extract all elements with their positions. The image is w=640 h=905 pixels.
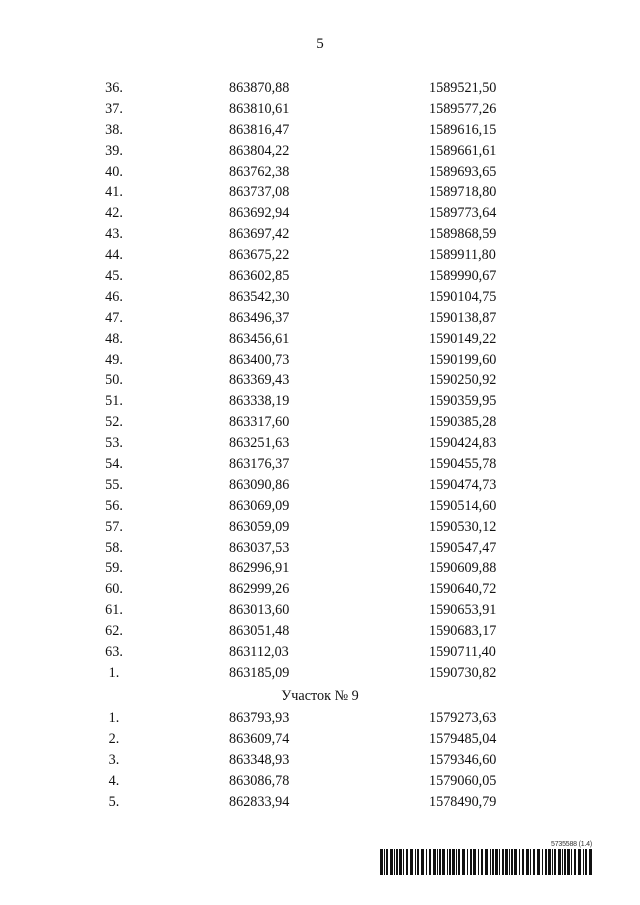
table-row xyxy=(0,642,640,663)
coordinate-y: 1590547,47 xyxy=(429,539,497,556)
table-row xyxy=(0,391,640,412)
coordinate-y: 1579060,05 xyxy=(429,772,497,789)
coordinate-x: 863013,60 xyxy=(229,602,290,619)
coordinate-x: 863542,30 xyxy=(229,288,290,305)
coordinate-x: 863069,09 xyxy=(229,497,290,514)
coordinate-x: 863602,85 xyxy=(229,268,290,285)
table-row xyxy=(0,266,640,287)
point-number: 43. xyxy=(105,226,123,243)
point-number: 37. xyxy=(105,100,123,117)
table-row xyxy=(0,370,640,391)
coordinate-y: 1579485,04 xyxy=(429,730,497,747)
coordinate-x: 862999,26 xyxy=(229,581,290,598)
coordinate-y: 1589577,26 xyxy=(429,100,497,117)
table-row xyxy=(0,750,640,771)
coordinate-x: 863086,78 xyxy=(229,772,290,789)
table-row xyxy=(0,78,640,99)
point-number: 63. xyxy=(105,644,123,661)
coordinate-y: 1590138,87 xyxy=(429,309,497,326)
point-number: 1. xyxy=(108,710,120,726)
coordinate-x: 863692,94 xyxy=(229,205,290,222)
coordinate-y: 1590149,22 xyxy=(429,330,497,347)
point-number: 56. xyxy=(105,497,123,514)
point-number: 58. xyxy=(105,539,123,556)
coordinate-y: 1590455,78 xyxy=(429,456,497,473)
table-row xyxy=(0,433,640,454)
table-row xyxy=(0,496,640,517)
document-stamp xyxy=(380,840,592,875)
coordinate-y: 1579346,60 xyxy=(429,751,497,768)
coordinate-y: 1590609,88 xyxy=(429,560,497,577)
coordinate-y: 1589693,65 xyxy=(429,163,497,180)
coordinate-x: 863185,09 xyxy=(229,664,290,681)
point-number: 45. xyxy=(105,268,123,285)
coordinate-y: 1590653,91 xyxy=(429,602,497,619)
coordinate-x: 863810,61 xyxy=(229,100,290,117)
table-row xyxy=(0,350,640,371)
point-number: 44. xyxy=(105,247,123,264)
table-row xyxy=(0,708,640,729)
point-number: 41. xyxy=(105,184,123,201)
coordinate-x: 863176,37 xyxy=(229,456,290,473)
point-number: 38. xyxy=(105,121,123,138)
table-row xyxy=(0,141,640,162)
table-row xyxy=(0,600,640,621)
table-row xyxy=(0,792,640,813)
coordinate-x: 863348,93 xyxy=(229,751,290,768)
coordinates-table xyxy=(0,78,640,684)
coordinate-x: 862833,94 xyxy=(229,793,290,810)
coordinate-y: 1590530,12 xyxy=(429,518,497,535)
coordinate-x: 863870,88 xyxy=(229,80,290,96)
point-number: 61. xyxy=(105,602,123,619)
coordinate-x: 863609,74 xyxy=(229,730,290,747)
barcode-icon xyxy=(380,849,592,875)
coordinate-x: 863737,08 xyxy=(229,184,290,201)
coordinate-x: 863338,19 xyxy=(229,393,290,410)
point-number: 52. xyxy=(105,414,123,431)
coordinate-x: 863400,73 xyxy=(229,351,290,368)
table-row xyxy=(0,475,640,496)
coordinate-y: 1589773,64 xyxy=(429,205,497,222)
table-row xyxy=(0,729,640,750)
table-row xyxy=(0,329,640,350)
point-number: 48. xyxy=(105,330,123,347)
table-row xyxy=(0,538,640,559)
table-row xyxy=(0,621,640,642)
coordinate-x: 862996,91 xyxy=(229,560,290,577)
coordinate-x: 863697,42 xyxy=(229,226,290,243)
coordinate-y: 1590250,92 xyxy=(429,372,497,389)
table-row xyxy=(0,579,640,600)
coordinate-y: 1590474,73 xyxy=(429,476,497,493)
point-number: 5. xyxy=(108,793,120,810)
table-row xyxy=(0,663,640,684)
table-row xyxy=(0,182,640,203)
point-number: 53. xyxy=(105,435,123,452)
coordinate-y: 1590514,60 xyxy=(429,497,497,514)
point-number: 40. xyxy=(105,163,123,180)
point-number: 47. xyxy=(105,309,123,326)
coordinate-x: 863369,43 xyxy=(229,372,290,389)
coordinate-y: 1589661,61 xyxy=(429,142,497,159)
point-number: 59. xyxy=(105,560,123,577)
coordinate-y: 1590424,83 xyxy=(429,435,497,452)
table-row xyxy=(0,203,640,224)
table-row xyxy=(0,517,640,538)
coordinate-x: 863317,60 xyxy=(229,414,290,431)
coordinate-y: 1589521,50 xyxy=(429,80,497,96)
coordinate-y: 1589990,67 xyxy=(429,268,497,285)
coordinate-y: 1590683,17 xyxy=(429,623,497,640)
coordinate-x: 863762,38 xyxy=(229,163,290,180)
point-number: 51. xyxy=(105,393,123,410)
point-number: 36. xyxy=(105,80,123,96)
coordinate-x: 863816,47 xyxy=(229,121,290,138)
point-number: 1. xyxy=(108,664,120,681)
table-row xyxy=(0,99,640,120)
table-row xyxy=(0,454,640,475)
coordinate-y: 1590199,60 xyxy=(429,351,497,368)
point-number: 60. xyxy=(105,581,123,598)
coordinate-x: 863112,03 xyxy=(229,644,289,661)
point-number: 3. xyxy=(108,751,120,768)
coordinate-y: 1578490,79 xyxy=(429,793,497,810)
point-number: 57. xyxy=(105,518,123,535)
coordinate-y: 1590385,28 xyxy=(429,414,497,431)
table-row xyxy=(0,771,640,792)
coordinate-x: 863037,53 xyxy=(229,539,290,556)
coordinate-x: 863456,61 xyxy=(229,330,290,347)
point-number: 50. xyxy=(105,372,123,389)
section-coordinates-table xyxy=(0,708,640,812)
coordinate-y: 1589616,15 xyxy=(429,121,497,138)
table-row xyxy=(0,412,640,433)
point-number: 62. xyxy=(105,623,123,640)
table-row xyxy=(0,162,640,183)
page-number: 5 xyxy=(316,36,324,52)
coordinate-x: 863804,22 xyxy=(229,142,290,159)
point-number: 39. xyxy=(105,142,123,159)
coordinate-y: 1590359,95 xyxy=(429,393,497,410)
coordinate-y: 1579273,63 xyxy=(429,710,497,726)
coordinate-y: 1589718,80 xyxy=(429,184,497,201)
coordinate-x: 863793,93 xyxy=(229,710,290,726)
coordinate-y: 1590711,40 xyxy=(429,644,496,661)
coordinate-x: 863059,09 xyxy=(229,518,290,535)
stamp-code: 5735588 (1.4) xyxy=(551,841,592,848)
table-row xyxy=(0,120,640,141)
coordinate-x: 863051,48 xyxy=(229,623,290,640)
coordinate-y: 1590730,82 xyxy=(429,664,497,681)
table-row xyxy=(0,558,640,579)
table-row xyxy=(0,287,640,308)
section-title: Участок № 9 xyxy=(281,688,359,704)
point-number: 49. xyxy=(105,351,123,368)
point-number: 2. xyxy=(108,730,120,747)
table-row xyxy=(0,245,640,266)
coordinate-x: 863675,22 xyxy=(229,247,290,264)
point-number: 4. xyxy=(108,772,120,789)
point-number: 55. xyxy=(105,476,123,493)
coordinate-y: 1590640,72 xyxy=(429,581,497,598)
table-row xyxy=(0,224,640,245)
table-row xyxy=(0,308,640,329)
coordinate-x: 863251,63 xyxy=(229,435,290,452)
coordinate-y: 1590104,75 xyxy=(429,288,497,305)
coordinate-x: 863090,86 xyxy=(229,476,290,493)
coordinate-y: 1589868,59 xyxy=(429,226,497,243)
coordinate-x: 863496,37 xyxy=(229,309,290,326)
point-number: 54. xyxy=(105,456,123,473)
point-number: 42. xyxy=(105,205,123,222)
point-number: 46. xyxy=(105,288,123,305)
coordinate-y: 1589911,80 xyxy=(429,247,496,264)
